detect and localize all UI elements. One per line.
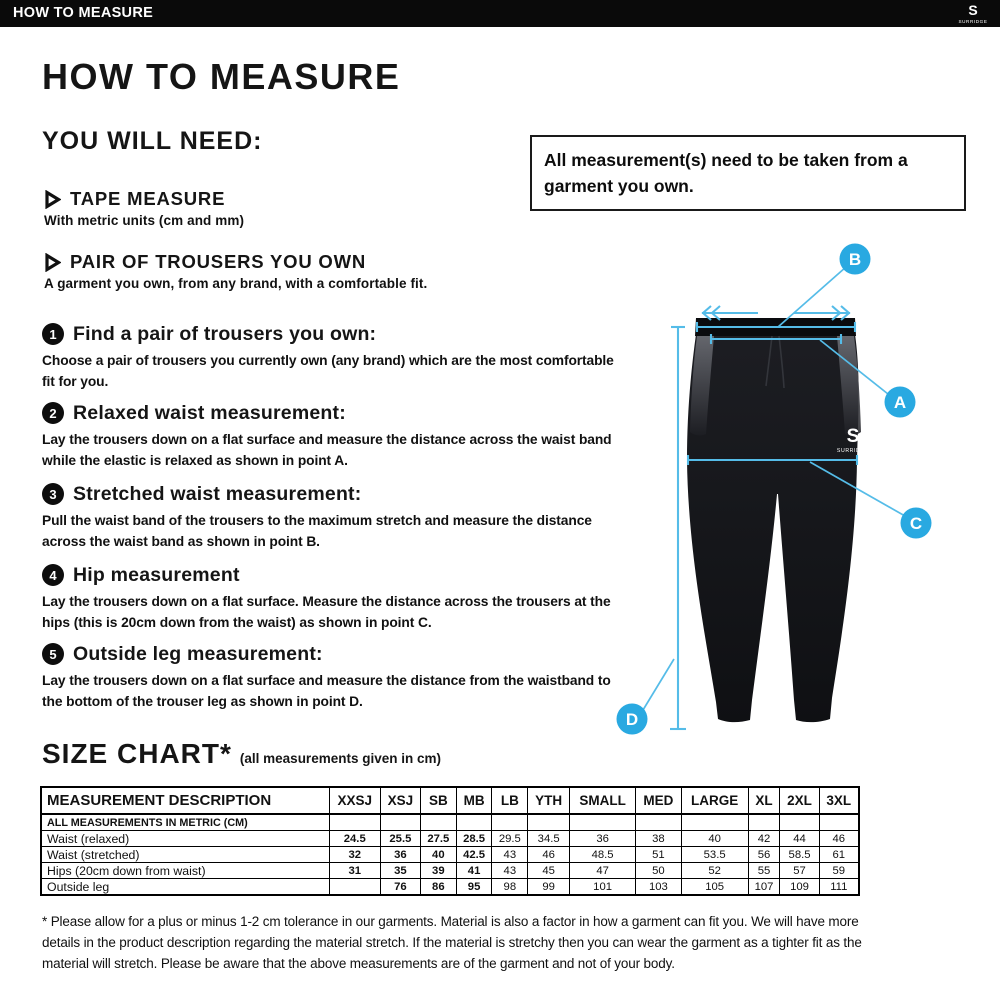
- size-value-cell: 34.5: [528, 831, 570, 847]
- size-value-cell: 41: [456, 863, 492, 879]
- size-column-large: LARGE: [681, 787, 748, 814]
- size-column-xl: XL: [748, 787, 780, 814]
- top-bar-title: HOW TO MEASURE: [13, 5, 154, 21]
- size-value-cell: 109: [780, 879, 819, 896]
- size-value-cell: 59: [819, 863, 859, 879]
- row-label: ALL MEASUREMENTS IN METRIC (CM): [41, 814, 329, 831]
- size-value-cell: 40: [420, 847, 456, 863]
- stretch-arrows: [702, 306, 850, 320]
- size-value-cell: [570, 814, 636, 831]
- surridge-logo-icon: [952, 2, 994, 26]
- triangle-bullet-icon: [44, 253, 61, 272]
- top-bar: [0, 0, 1000, 27]
- step-title: Hip measurement: [73, 563, 240, 586]
- step-title: Stretched waist measurement:: [73, 482, 362, 505]
- size-value-cell: 58.5: [780, 847, 819, 863]
- size-value-cell: [780, 814, 819, 831]
- size-column-med: MED: [636, 787, 682, 814]
- step-body: Lay the trousers down on a flat surface and measure the distance across the waist band while the elastic is relaxed as shown in point A.: [42, 432, 612, 468]
- measurement-point-c: [901, 508, 932, 539]
- step-body: Choose a pair of trousers you currently own (any brand) which are the most comfortable fit for you.: [42, 353, 614, 389]
- size-value-cell: 42.5: [456, 847, 492, 863]
- size-value-cell: [420, 814, 456, 831]
- size-value-cell: [636, 814, 682, 831]
- step-number-badge: 2: [42, 402, 64, 424]
- size-value-cell: 98: [492, 879, 528, 896]
- size-value-cell: [380, 814, 420, 831]
- step-5: [42, 642, 620, 713]
- row-label: Waist (stretched): [41, 847, 329, 863]
- need-desc: With metric units (cm and mm): [44, 213, 245, 228]
- trousers-graphic: [687, 318, 869, 722]
- size-chart-title: SIZE CHART*: [42, 738, 232, 769]
- size-column-mb: MB: [456, 787, 492, 814]
- size-value-cell: 46: [819, 831, 859, 847]
- size-value-cell: 43: [492, 863, 528, 879]
- size-column-sb: SB: [420, 787, 456, 814]
- size-chart-subtitle: (all measurements given in cm): [239, 751, 441, 766]
- size-value-cell: 76: [380, 879, 420, 896]
- size-value-cell: 39: [420, 863, 456, 879]
- step-number-badge: 5: [42, 643, 64, 665]
- table-row: [41, 831, 859, 847]
- svg-text:S: S: [968, 2, 978, 18]
- size-value-cell: 36: [570, 831, 636, 847]
- step-4: [42, 563, 620, 634]
- size-value-cell: 55: [748, 863, 780, 879]
- step-number-badge: 4: [42, 564, 64, 586]
- size-value-cell: [528, 814, 570, 831]
- size-value-cell: [329, 814, 380, 831]
- size-value-cell: 107: [748, 879, 780, 896]
- size-value-cell: 52: [681, 863, 748, 879]
- size-value-cell: 38: [636, 831, 682, 847]
- svg-text:A: A: [893, 393, 907, 412]
- size-value-cell: 50: [636, 863, 682, 879]
- step-number-badge: 1: [42, 323, 64, 345]
- size-column-xsj: XSJ: [380, 787, 420, 814]
- size-value-cell: 56: [748, 847, 780, 863]
- size-value-cell: 99: [528, 879, 570, 896]
- measurement-point-d: [617, 704, 648, 735]
- table-row: [41, 879, 859, 896]
- size-value-cell: 61: [819, 847, 859, 863]
- need-desc: A garment you own, from any brand, with a comfortable fit.: [44, 276, 428, 291]
- size-value-cell: 44: [780, 831, 819, 847]
- size-value-cell: [492, 814, 528, 831]
- size-value-cell: [748, 814, 780, 831]
- size-value-cell: 51: [636, 847, 682, 863]
- svg-text:D: D: [625, 710, 639, 729]
- size-value-cell: [819, 814, 859, 831]
- size-chart-table: [40, 786, 860, 896]
- step-title: Relaxed waist measurement:: [73, 401, 346, 424]
- size-value-cell: 24.5: [329, 831, 380, 847]
- size-column-2xl: 2XL: [780, 787, 819, 814]
- size-value-cell: [456, 814, 492, 831]
- step-1: [42, 322, 620, 393]
- page-title: HOW TO MEASURE: [42, 56, 401, 97]
- you-will-need-heading: YOU WILL NEED:: [42, 127, 263, 155]
- note-box: [530, 135, 966, 211]
- svg-text:S: S: [846, 426, 860, 447]
- size-chart-heading: [42, 738, 441, 770]
- trousers-measurement-diagram: [600, 228, 1000, 773]
- size-value-cell: 111: [819, 879, 859, 896]
- size-value-cell: 28.5: [456, 831, 492, 847]
- size-value-cell: 35: [380, 863, 420, 879]
- size-value-cell: 40: [681, 831, 748, 847]
- table-row: [41, 847, 859, 863]
- measurement-point-a: [885, 387, 916, 418]
- size-value-cell: 101: [570, 879, 636, 896]
- size-value-cell: [329, 879, 380, 896]
- step-title: Outside leg measurement:: [73, 642, 323, 665]
- step-body: Pull the waist band of the trousers to the maximum stretch and measure the distance across the waist band as shown in point B.: [42, 513, 592, 549]
- size-column-yth: YTH: [528, 787, 570, 814]
- step-body: Lay the trousers down on a flat surface and measure the distance from the waistband to the bottom of the trouser leg as shown in point D.: [42, 673, 611, 709]
- size-value-cell: 36: [380, 847, 420, 863]
- size-value-cell: 31: [329, 863, 380, 879]
- size-column-small: SMALL: [570, 787, 636, 814]
- triangle-bullet-icon: [44, 190, 61, 209]
- size-value-cell: [681, 814, 748, 831]
- size-value-cell: 95: [456, 879, 492, 896]
- table-row: [41, 814, 859, 831]
- table-header-row: [41, 787, 859, 814]
- size-value-cell: 45: [528, 863, 570, 879]
- table-row: [41, 863, 859, 879]
- size-column-3xl: 3XL: [819, 787, 859, 814]
- step-title: Find a pair of trousers you own:: [73, 322, 377, 345]
- size-value-cell: 103: [636, 879, 682, 896]
- size-value-cell: 86: [420, 879, 456, 896]
- size-value-cell: 25.5: [380, 831, 420, 847]
- step-body: Lay the trousers down on a flat surface. Measure the distance across the trousers at the hips (this is 20cm down from the waist) as shown in point C.: [42, 594, 611, 630]
- step-2: [42, 401, 620, 472]
- row-label: Waist (relaxed): [41, 831, 329, 847]
- tolerance-footnote: * Please allow for a plus or minus 1-2 cm tolerance in our garments. Material is also a factor in how a garment can fit you. We will have more details in the product description regarding the material stretch. If the material is stretchy then you can wear the garment as a tighter fit as the material will stretch. Please be aware that the above measurements are of the garment and not of your body.: [42, 914, 862, 972]
- size-value-cell: 46: [528, 847, 570, 863]
- size-value-cell: 32: [329, 847, 380, 863]
- step-number-badge: 3: [42, 483, 64, 505]
- size-value-cell: 48.5: [570, 847, 636, 863]
- size-value-cell: 27.5: [420, 831, 456, 847]
- svg-text:SURRIDGE: SURRIDGE: [958, 19, 988, 24]
- note-text: All measurement(s) need to be taken from a garment you own.: [544, 150, 908, 197]
- measurement-description-header: MEASUREMENT DESCRIPTION: [41, 787, 329, 814]
- measurement-point-b: [840, 244, 871, 275]
- size-value-cell: 57: [780, 863, 819, 879]
- size-value-cell: 105: [681, 879, 748, 896]
- step-3: [42, 482, 620, 553]
- size-value-cell: 29.5: [492, 831, 528, 847]
- need-item-tape-measure: [44, 188, 604, 228]
- row-label: Hips (20cm down from waist): [41, 863, 329, 879]
- svg-text:B: B: [848, 250, 862, 269]
- size-column-lb: LB: [492, 787, 528, 814]
- size-value-cell: 53.5: [681, 847, 748, 863]
- need-item-trousers: [44, 251, 604, 291]
- size-value-cell: 42: [748, 831, 780, 847]
- outside-leg-line-d: [670, 327, 686, 729]
- svg-text:SURRIDGE: SURRIDGE: [836, 448, 870, 454]
- svg-text:C: C: [909, 514, 923, 533]
- size-column-xxsj: XXSJ: [329, 787, 380, 814]
- need-title: TAPE MEASURE: [70, 188, 226, 209]
- row-label: Outside leg: [41, 879, 329, 896]
- size-value-cell: 43: [492, 847, 528, 863]
- need-title: PAIR OF TROUSERS YOU OWN: [70, 251, 367, 272]
- size-value-cell: 47: [570, 863, 636, 879]
